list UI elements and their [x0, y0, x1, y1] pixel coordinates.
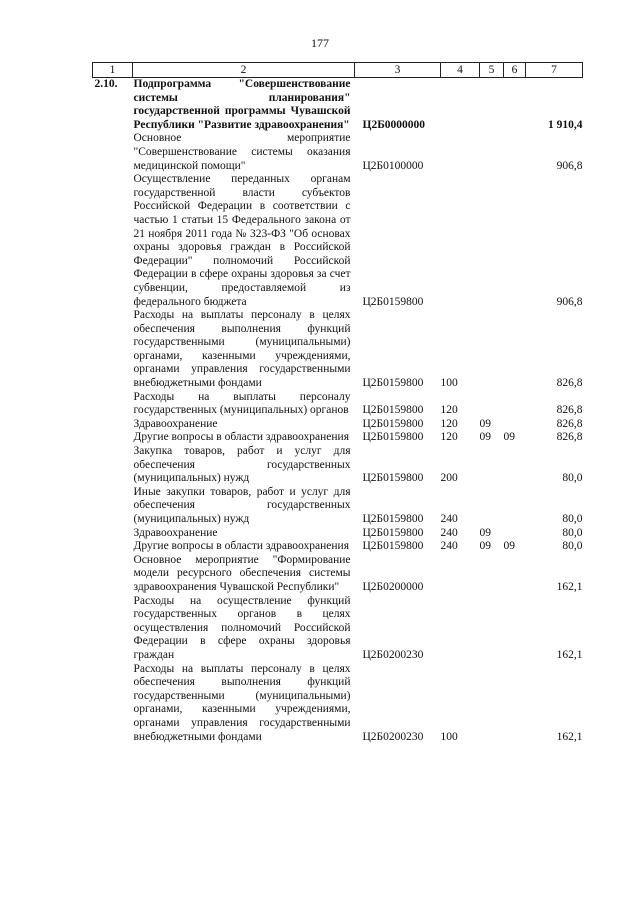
row-name: Другие вопросы в области здравоохранения	[133, 431, 349, 444]
subsection-code: 09	[503, 431, 515, 444]
section-code	[480, 132, 504, 173]
section-code: 09	[479, 417, 491, 430]
row-number	[93, 486, 133, 527]
section-code	[480, 445, 504, 486]
column-number-header-row	[93, 63, 583, 78]
subsection-code	[504, 418, 526, 432]
section-code: 09	[479, 431, 491, 444]
amount: 80,0	[562, 513, 583, 525]
row-name: Основное мероприятие "Формирование модели ресурсного обеспечения системы здравоохранения Чувашской Республики"	[133, 553, 351, 593]
row-name: Подпрограмма "Совершенствование системы планирования" государственной программы Чувашской Республики "Развитие здравоохранения"	[133, 78, 351, 131]
expense-type-code: 100	[440, 730, 458, 743]
column-header: 1	[93, 63, 133, 78]
amount: 162,1	[556, 730, 583, 743]
row-number	[93, 173, 133, 309]
target-article-code: Ц2Б0159800	[362, 513, 424, 525]
target-article-code: Ц2Б0100000	[362, 159, 424, 172]
section-code	[480, 663, 504, 745]
amount: 162,1	[556, 580, 583, 593]
expense-type-code: 240	[440, 526, 458, 539]
amount: 80,0	[562, 526, 583, 539]
row-number	[93, 527, 133, 541]
row-name: Расходы на осуществление функций государственных органов в целях осуществления полномочий Российской Федерации в сфере охраны здоровья граждан	[133, 594, 351, 661]
row-number	[93, 445, 133, 486]
row-number	[93, 418, 133, 432]
subsection-code	[504, 78, 526, 133]
expense-type-code: 200	[440, 472, 458, 485]
table-row	[93, 540, 583, 554]
expense-type-code: 120	[440, 431, 458, 444]
table-row	[93, 527, 583, 541]
amount: 906,8	[556, 295, 583, 308]
amount: 826,8	[556, 431, 583, 444]
row-number	[93, 595, 133, 663]
section-code	[480, 391, 504, 418]
subsection-code	[504, 595, 526, 663]
section-code	[480, 173, 504, 309]
subsection-code	[504, 445, 526, 486]
subsection-code	[504, 391, 526, 418]
row-name: Расходы на выплаты персоналу в целях обеспечения выполнения функций государственными (муниципальными) органами, казенными учреждениями, органами управления государственными внебюджетными фондами	[133, 309, 351, 390]
expense-type-code: 240	[440, 540, 458, 553]
table-row	[93, 173, 583, 309]
column-header: 4	[441, 63, 480, 78]
row-name: Закупка товаров, работ и услуг для обеспечения государственных (муниципальных) нужд	[133, 445, 351, 485]
section-code	[480, 554, 504, 595]
target-article-code: Ц2Б0159800	[362, 431, 424, 444]
row-name: Расходы на выплаты персоналу государственных (муниципальных) органов	[133, 390, 351, 417]
target-article-code: Ц2Б0159800	[362, 404, 424, 417]
subsection-code	[504, 554, 526, 595]
column-header: 3	[355, 63, 441, 78]
target-article-code: Ц2Б0159800	[362, 377, 424, 390]
row-name: Осуществление переданных органам государственной власти субъектов Российской Федерации в соответствии с частью 1 статьи 15 Федерального закона от 21 ноября 2011 года № 323-ФЗ "Об основах охраны здоровья граждан в Российской Федерации" полномочий Российской Федерации в сфере охраны здоровья за счет субвенции, предоставляемой из федерального бюджета	[133, 173, 351, 308]
amount: 826,8	[556, 417, 583, 430]
column-header: 5	[480, 63, 504, 78]
section-code	[480, 78, 504, 133]
target-article-code: Ц2Б0159800	[362, 526, 424, 539]
section-code: 09	[479, 540, 491, 553]
subsection-code	[504, 663, 526, 745]
column-header: 6	[504, 63, 526, 78]
target-article-code: Ц2Б0000000	[362, 118, 426, 131]
target-article-code: Ц2Б0200230	[362, 648, 424, 661]
row-number	[93, 431, 133, 445]
table-row	[93, 391, 583, 418]
expense-type-code	[441, 132, 480, 173]
section-code	[480, 309, 504, 391]
expense-type-code: 120	[440, 404, 458, 417]
amount: 826,8	[556, 377, 583, 390]
amount: 80,0	[562, 540, 583, 553]
column-header: 7	[526, 63, 583, 78]
subsection-code	[504, 527, 526, 541]
section-code	[480, 595, 504, 663]
subsection-code	[504, 173, 526, 309]
row-number	[93, 132, 133, 173]
expense-type-code	[441, 173, 480, 309]
target-article-code: Ц2Б0200230	[362, 730, 424, 743]
target-article-code: Ц2Б0200000	[362, 580, 424, 593]
table-row	[93, 486, 583, 527]
row-name: Расходы на выплаты персоналу в целях обеспечения выполнения функций государственными (муниципальными) органами, казенными учреждениями, органами управления государственными внебюджетными фондами	[133, 662, 351, 743]
target-article-code: Ц2Б0159800	[362, 295, 424, 308]
table-row	[93, 132, 583, 173]
expense-type-code: 100	[440, 377, 458, 390]
table-row	[93, 418, 583, 432]
table-row	[93, 554, 583, 595]
page-number: 177	[311, 36, 329, 50]
subsection-code	[504, 486, 526, 527]
expense-type-code: 120	[440, 417, 458, 430]
row-number	[93, 663, 133, 745]
target-article-code: Ц2Б0159800	[362, 540, 424, 553]
column-header: 2	[133, 63, 355, 78]
row-number	[93, 554, 133, 595]
row-number: 2.10.	[94, 78, 118, 90]
table-row	[93, 431, 583, 445]
target-article-code: Ц2Б0159800	[362, 417, 424, 430]
target-article-code: Ц2Б0159800	[362, 472, 424, 485]
table-row	[93, 309, 583, 391]
amount: 80,0	[562, 472, 583, 485]
row-name: Здравоохранение	[133, 526, 218, 539]
table-row	[93, 445, 583, 486]
expense-type-code: 240	[440, 513, 458, 525]
subsection-code: 09	[503, 540, 515, 553]
section-code	[480, 486, 504, 527]
amount: 826,8	[556, 404, 583, 417]
table-row	[93, 595, 583, 663]
subsection-code	[504, 309, 526, 391]
table-row	[93, 78, 583, 133]
row-number	[93, 391, 133, 418]
amount: 906,8	[556, 159, 583, 172]
section-code: 09	[479, 526, 491, 539]
amount: 1 910,4	[548, 118, 583, 131]
row-number	[93, 309, 133, 391]
subsection-code	[504, 132, 526, 173]
row-number	[93, 540, 133, 554]
row-name: Другие вопросы в области здравоохранения	[133, 540, 349, 553]
expense-type-code	[441, 78, 480, 133]
row-name: Здравоохранение	[133, 417, 218, 430]
expense-type-code	[441, 554, 480, 595]
expense-type-code	[441, 595, 480, 663]
amount: 162,1	[556, 648, 583, 661]
budget-table	[92, 62, 583, 744]
row-name: Основное мероприятие "Совершенствование системы оказания медицинской помощи"	[133, 132, 351, 172]
row-name: Иные закупки товаров, работ и услуг для обеспечения государственных (муниципальных) нужд	[133, 485, 351, 525]
table-row	[93, 663, 583, 745]
